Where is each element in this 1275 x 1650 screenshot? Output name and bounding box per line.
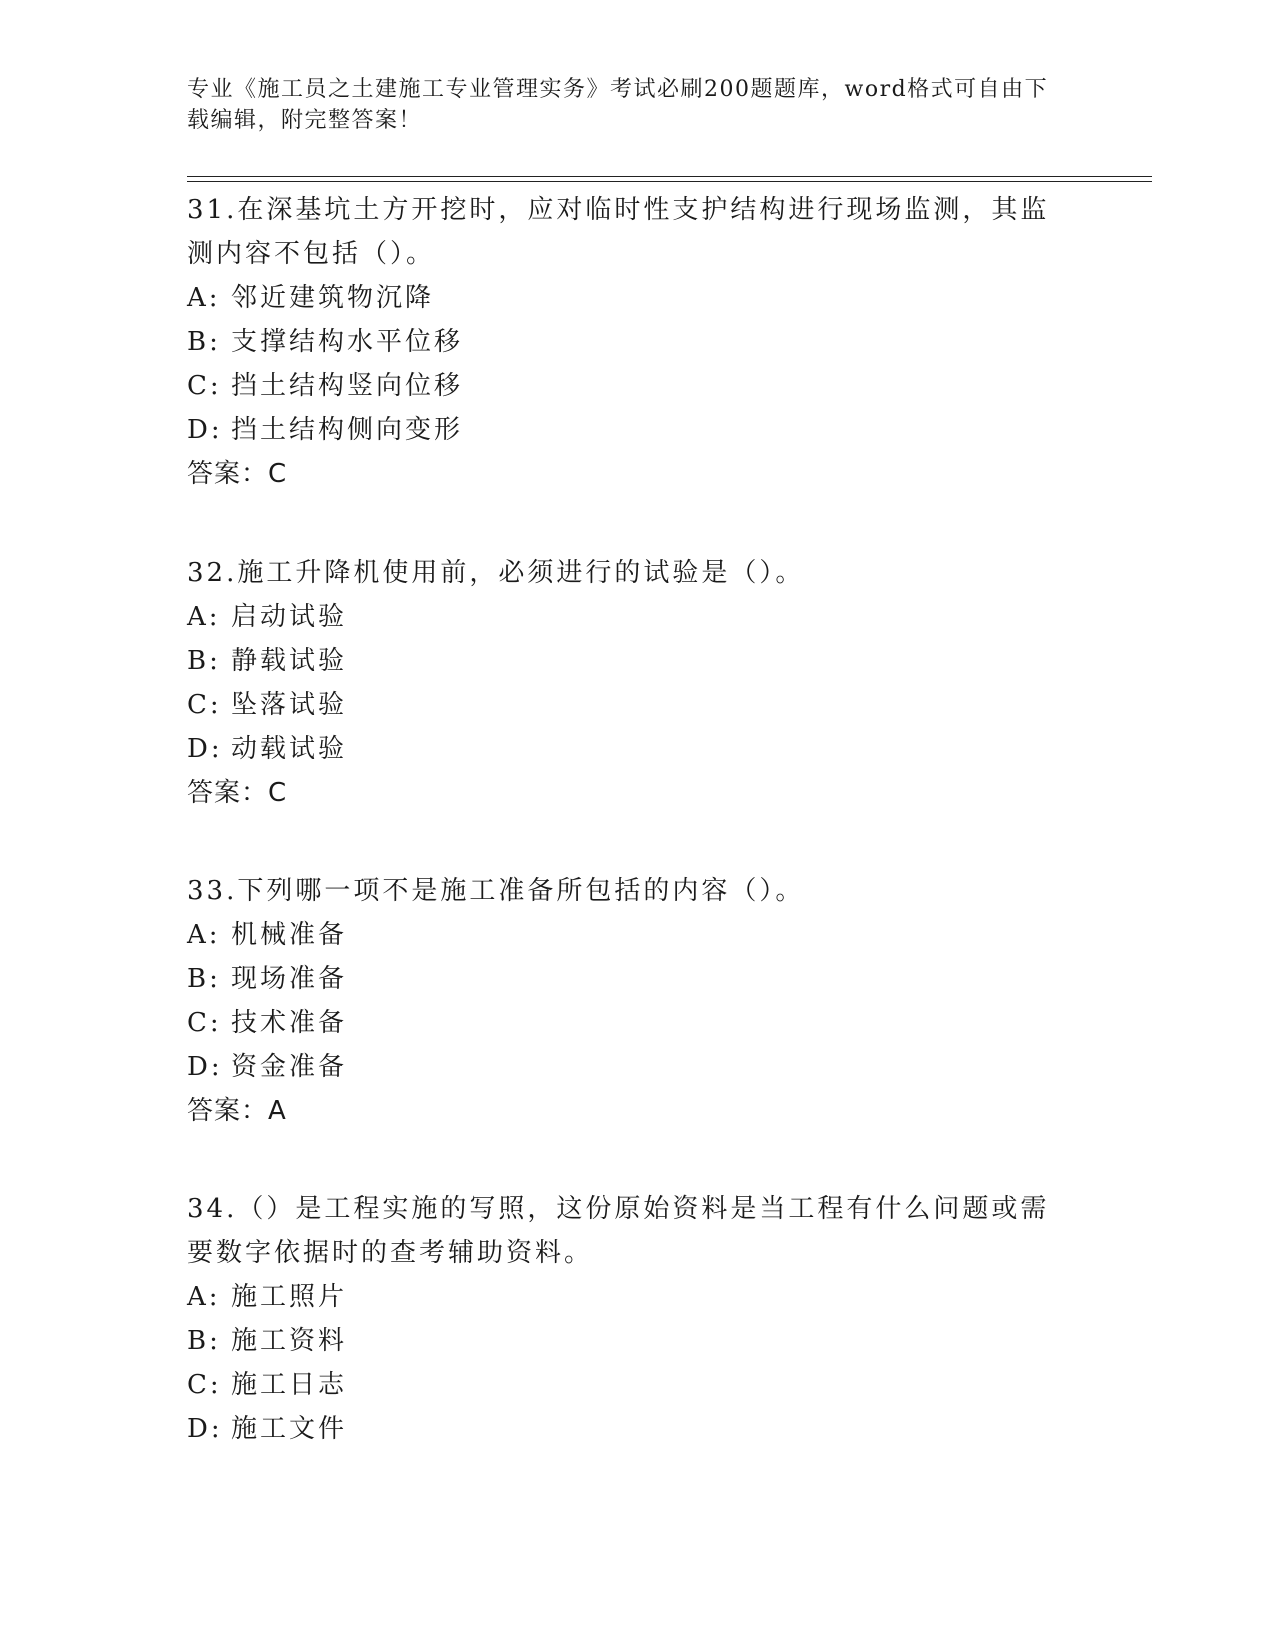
- header-divider-top: [187, 176, 1152, 177]
- option-letter: B:: [187, 964, 221, 994]
- option-text: 动载试验: [231, 734, 348, 764]
- option-text: 邻近建筑物沉降: [231, 283, 435, 313]
- option-letter: C:: [187, 1370, 222, 1400]
- option-letter: B:: [187, 1326, 221, 1356]
- option-text: 施工日志: [231, 1370, 348, 1400]
- question-stem: 31.在深基坑土方开挖时，应对临时性支护结构进行现场监测，其监测内容不包括（）。: [187, 195, 1050, 269]
- option-text: 施工文件: [231, 1414, 348, 1444]
- question-33: [187, 869, 1067, 1133]
- option-text: 启动试验: [231, 602, 348, 632]
- option-d: [187, 408, 1067, 452]
- option-letter: A:: [187, 920, 221, 950]
- option-b: [187, 957, 1067, 1001]
- option-a: [187, 276, 1067, 320]
- option-letter: C:: [187, 371, 222, 401]
- option-text: 静载试验: [231, 646, 348, 676]
- option-text: 现场准备: [231, 964, 348, 994]
- option-letter: A:: [187, 602, 221, 632]
- question-stem: 34.（）是工程实施的写照，这份原始资料是当工程有什么问题或需要数字依据时的查考辅助资料。: [187, 1194, 1050, 1268]
- option-c: [187, 364, 1067, 408]
- option-d: [187, 1407, 1067, 1451]
- header-divider-bottom: [187, 181, 1152, 182]
- question-34: [187, 1187, 1067, 1451]
- document-header: 专业《施工员之土建施工专业管理实务》考试必刷200题题库，word格式可自由下载编辑，附完整答案！: [187, 77, 1049, 133]
- option-c: [187, 683, 1067, 727]
- answer-line: 答案：A: [187, 1096, 287, 1126]
- question-32: [187, 551, 1067, 815]
- option-letter: D:: [187, 734, 223, 764]
- option-b: [187, 639, 1067, 683]
- option-text: 技术准备: [231, 1008, 348, 1038]
- option-a: [187, 595, 1067, 639]
- option-text: 资金准备: [231, 1052, 348, 1082]
- option-c: [187, 1001, 1067, 1045]
- option-text: 挡土结构竖向位移: [231, 371, 464, 401]
- option-b: [187, 320, 1067, 364]
- question-stem: 32.施工升降机使用前，必须进行的试验是（）。: [187, 558, 805, 588]
- option-letter: C:: [187, 690, 222, 720]
- option-letter: A:: [187, 1282, 221, 1312]
- option-d: [187, 727, 1067, 771]
- option-text: 挡土结构侧向变形: [231, 415, 464, 445]
- option-a: [187, 913, 1067, 957]
- option-text: 施工资料: [231, 1326, 348, 1356]
- option-letter: C:: [187, 1008, 222, 1038]
- option-letter: D:: [187, 1414, 223, 1444]
- option-text: 坠落试验: [231, 690, 348, 720]
- answer-line: 答案：C: [187, 459, 288, 489]
- option-d: [187, 1045, 1067, 1089]
- option-letter: D:: [187, 1052, 223, 1082]
- question-stem: 33.下列哪一项不是施工准备所包括的内容（）。: [187, 876, 805, 906]
- option-letter: A:: [187, 283, 221, 313]
- option-b: [187, 1319, 1067, 1363]
- option-letter: B:: [187, 327, 221, 357]
- option-a: [187, 1275, 1067, 1319]
- option-letter: D:: [187, 415, 223, 445]
- answer-line: 答案：C: [187, 778, 288, 808]
- option-c: [187, 1363, 1067, 1407]
- option-text: 机械准备: [231, 920, 348, 950]
- option-text: 施工照片: [231, 1282, 348, 1312]
- option-text: 支撑结构水平位移: [231, 327, 464, 357]
- option-letter: B:: [187, 646, 221, 676]
- question-31: [187, 188, 1067, 496]
